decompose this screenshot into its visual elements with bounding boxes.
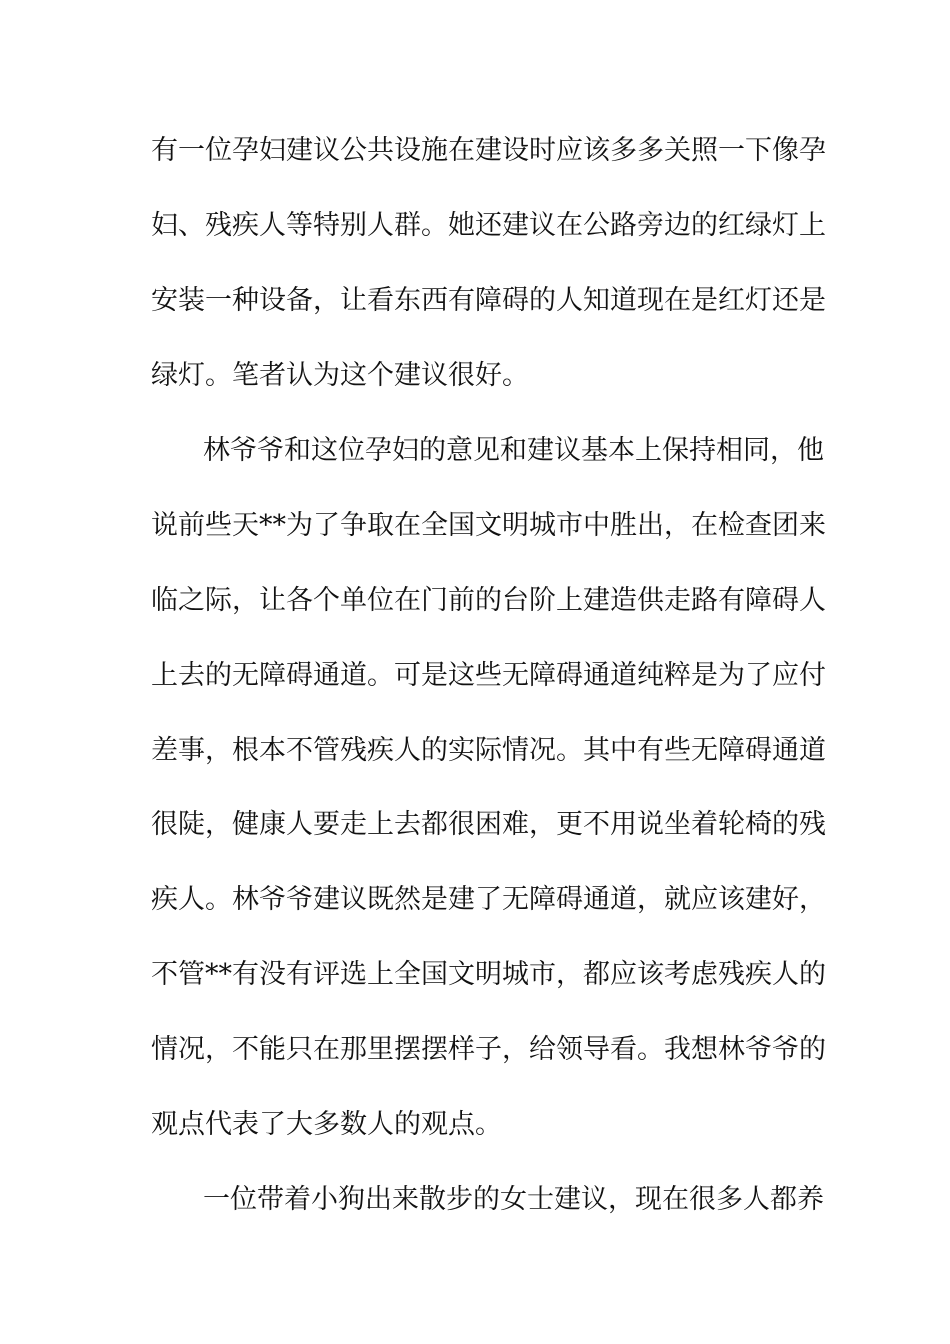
text-line: 绿灯。笔者认为这个建议很好。: [151, 360, 529, 391]
text-line: 疾人。林爷爷建议既然是建了无障碍通道，就应该建好，: [151, 884, 826, 915]
text-line: 情况，不能只在那里摆摆样子，给领导看。我想林爷爷的: [151, 1034, 826, 1065]
text-line: 安装一种设备，让看东西有障碍的人知道现在是红灯还是: [151, 285, 826, 316]
text-line: 不管**有没有评选上全国文明城市，都应该考虑残疾人的: [151, 959, 826, 990]
text-line: 上去的无障碍通道。可是这些无障碍通道纯粹是为了应付: [151, 660, 826, 691]
text-line: 观点代表了大多数人的观点。: [151, 1109, 502, 1140]
text-line: 妇、残疾人等特别人群。她还建议在公路旁边的红绿灯上: [151, 210, 826, 241]
text-line: 有一位孕妇建议公共设施在建设时应该多多关照一下像孕: [151, 135, 826, 166]
text-line: 临之际，让各个单位在门前的台阶上建造供走路有障碍人: [151, 585, 826, 616]
text-line: 说前些天**为了争取在全国文明城市中胜出，在检查团来: [151, 510, 826, 541]
text-line: 差事，根本不管残疾人的实际情况。其中有些无障碍通道: [151, 735, 826, 766]
text-line: 林爷爷和这位孕妇的意见和建议基本上保持相同，他: [203, 435, 824, 466]
text-line: 一位带着小狗出来散步的女士建议，现在很多人都养: [203, 1184, 824, 1215]
text-line: 很陡，健康人要走上去都很困难，更不用说坐着轮椅的残: [151, 809, 826, 840]
